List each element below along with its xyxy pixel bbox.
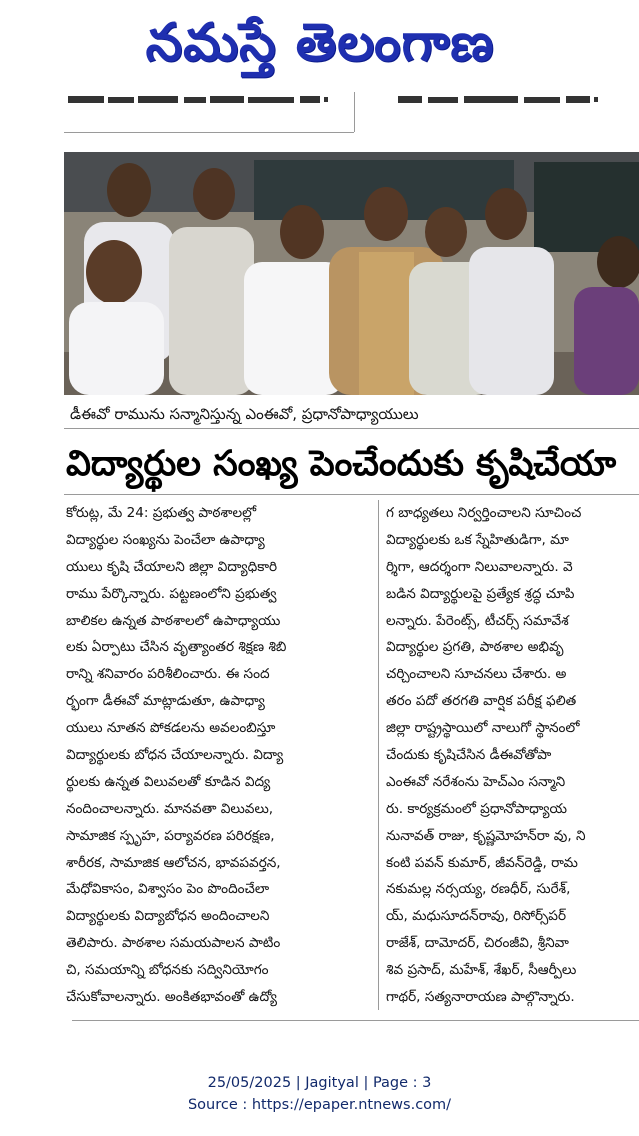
article-line: విద్యార్థులకు బోధన చేయాలన్నారు. విద్యా (66, 747, 284, 764)
article-line: తెలిపారు. పాఠశాల సమయపాలన పాటిం (66, 935, 281, 952)
divider-headline (64, 494, 639, 495)
divider-caption (64, 428, 639, 429)
headline: విద్యార్థుల సంఖ్య పెంచేందుకు కృషిచేయా (66, 444, 617, 484)
article-line: రాజేశ్, దామోదర్, చిరంజీవి, శ్రీనివా (386, 935, 569, 952)
article-line: విద్యార్థుల ప్రగతి, పాఠశాల అభివృ (386, 639, 564, 656)
article-line: మేధోవికాసం, విశ్వాసం పెం పొందించేలా (66, 881, 270, 898)
cut-off-text-right (398, 92, 638, 106)
article-line: నందించాలన్నారు. మానవతా విలువలు, (66, 800, 274, 817)
article-line: కంటి పవన్ కుమార్, జీవన్‌రెడ్డి, రామ (386, 854, 578, 871)
article-line: నకుమల్ల నర్సయ్య, రణధీర్, సురేశ్, (386, 881, 571, 898)
article-line: యులు నూతన పోకడలను అవలంబిస్తూ (66, 720, 276, 737)
cut-off-text-left (68, 92, 348, 106)
article-line: తరం పదో తరగతి వార్షిక పరీక్ష ఫలిత (386, 693, 577, 710)
article-line: లన్నారు. పేరెంట్స్, టీచర్స్ సమావేశ (386, 612, 569, 629)
article-line: విద్యార్థులకు ఒక స్నేహితుడిగా, మా (386, 531, 569, 548)
column-divider (378, 500, 379, 1010)
column-divider-top (354, 92, 355, 132)
article-line: శివ ప్రసాద్, మహేశ్, శేఖర్, సీఆర్పీలు (386, 962, 577, 979)
article-line: గాథర్, సత్యనారాయణ పాల్గొన్నారు. (386, 989, 575, 1006)
article-column-left (66, 500, 366, 1010)
divider-top (64, 132, 354, 133)
article-line: జిల్లా రాష్ట్రస్థాయిలో నాలుగో స్థానంలో (386, 720, 580, 737)
masthead (0, 0, 639, 90)
article-line: రాన్ని శనివారం పరిశీలించారు. ఈ సంద (66, 666, 270, 683)
article-line: నునావత్ రాజు, కృష్ణమోహన్‌రా వు, ని (386, 827, 586, 844)
article-line: లకు ఏర్పాటు చేసిన వృత్యాంతర శిక్షణ శిబి (66, 639, 287, 656)
article-line: రు. కార్యక్రమంలో ప్రధానోపాధ్యాయ (386, 800, 568, 817)
article-line: బడిన విద్యార్థులపై ప్రత్యేక శ్రద్ధ చూపి (386, 585, 575, 602)
article-line: సామాజిక స్పృహ, పర్యావరణ పరిరక్షణ, (66, 827, 275, 844)
footer-date-edition: 25/05/2025 | Jagityal | Page : 3 (207, 1075, 432, 1091)
newspaper-logo: నమస్తే తెలంగాణ (145, 13, 495, 73)
article-line: గ బాధ్యతలు నిర్వర్తించాలని సూచించ (386, 505, 582, 521)
article-line: చేసుకోవాలన్నారు. అంకితభావంతో ఉద్యో (66, 989, 277, 1006)
article-line: యులు కృషి చేయాలని జిల్లా విద్యాధికారి (66, 558, 278, 575)
article-line: బాలికల ఉన్నత పాఠశాలలో ఉపాధ్యాయు (66, 612, 281, 629)
article-line: చర్చించాలని సూచనలు చేశారు. అ (386, 666, 567, 683)
article-line: చి, సమయాన్ని బోధనకు సద్వినియోగం (66, 962, 269, 979)
article-line: ఎంఈవో నరేశంను హెచ్ఎం సన్మాని (386, 773, 566, 790)
article-line: విద్యార్థులకు విద్యాబోధన అందించాలని (66, 908, 270, 925)
article-line: కోరుట్ల, మే 24: ప్రభుత్వ పాఠశాలల్లో (66, 505, 257, 521)
footer (0, 1072, 639, 1116)
article-line: ర్థులకు ఉన్నత విలువలతో కూడిన విద్య (66, 773, 271, 790)
footer-source-link[interactable]: Source : https://epaper.ntnews.com/ (187, 1097, 452, 1113)
article-line: విద్యార్థుల సంఖ్యను పెంచేలా ఉపాధ్యా (66, 531, 265, 548)
article-line: ర్భంగా డీఈవో మాట్లాడుతూ, ఉపాధ్యా (66, 693, 265, 710)
photo-caption: డీఈవో రామును సన్మానిస్తున్న ఎంఈవో, ప్రధానోపాధ్యాయులు (70, 405, 419, 423)
news-photo (64, 152, 639, 395)
article-line: ర్శిగా, ఆదర్శంగా నిలువాలన్నారు. వె (386, 558, 573, 575)
article-line: చేందుకు కృషిచేసిన డీఈవోతోపా (386, 747, 552, 764)
article-column-right (386, 500, 639, 1010)
article-line: శారీరక, సామాజిక ఆలోచన, భావపవర్తన, (66, 854, 281, 871)
article-line: రాము పేర్కొన్నారు. పట్టణంలోని ప్రభుత్వ (66, 585, 277, 602)
divider-bottom (72, 1020, 639, 1021)
article-line: య్, మధుసూదన్‌రావు, రిసోర్స్‌పర్ (386, 908, 567, 925)
